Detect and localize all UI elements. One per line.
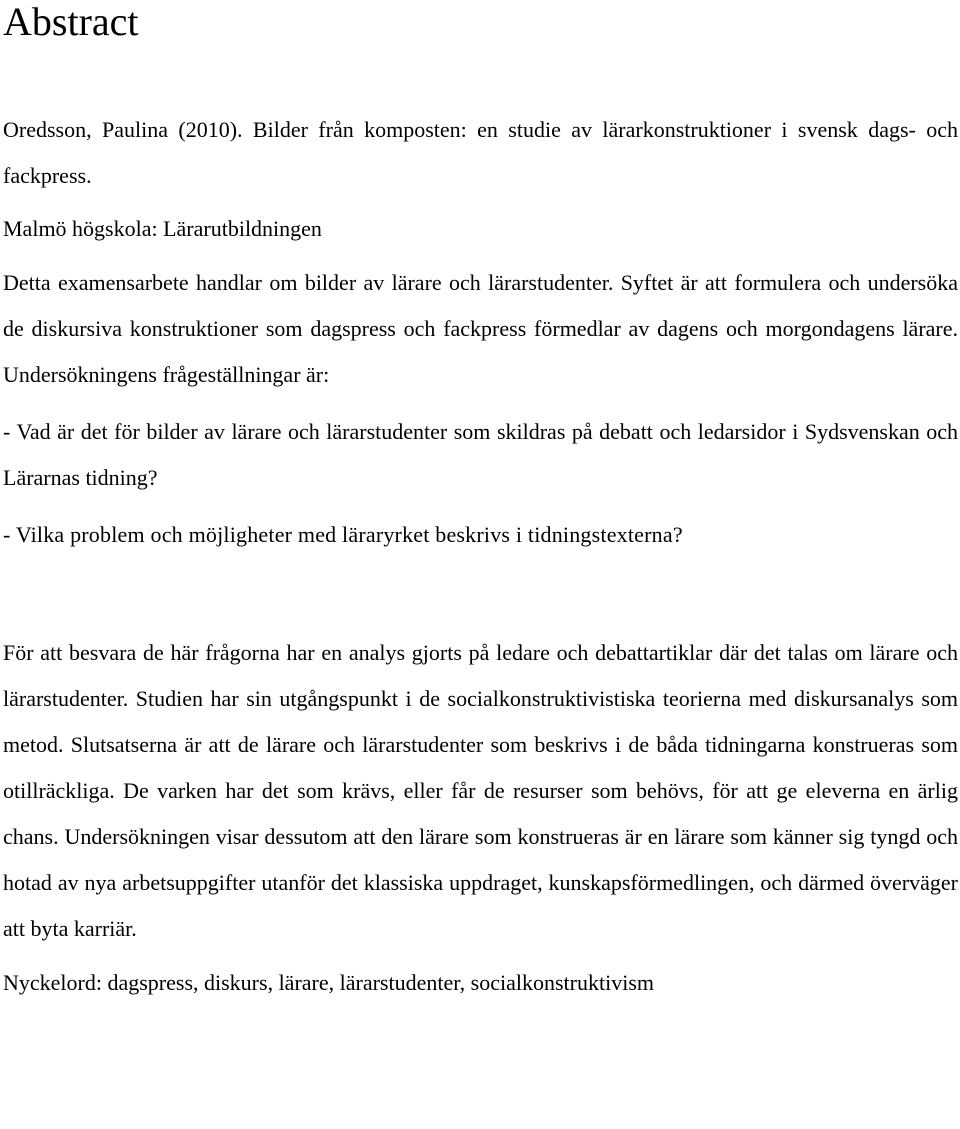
intro-paragraph: Detta examensarbete handlar om bilder av lärare och lärarstudenter. Syftet är att formulera och undersöka de diskursiva konstruktioner som dagspress och fackpress förmedlar av dagens och morgondagens lärare. Undersökningens frågeställningar är: — [3, 270, 958, 387]
research-question-2: - Vilka problem och möjligheter med läraryrket beskrivs i tidningstexterna? — [3, 522, 683, 547]
keywords-line: Nyckelord: dagspress, diskurs, lärare, lärarstudenter, socialkonstruktivism — [3, 970, 655, 995]
citation-paragraph: Oredsson, Paulina (2010). Bilder från komposten: en studie av lärarkonstruktioner i svensk dags- och fackpress. — [3, 117, 958, 188]
page-title: Abstract — [3, 0, 139, 44]
abstract-page — [3, 0, 958, 1006]
research-question-1: - Vad är det för bilder av lärare och lärarstudenter som skildras på debatt och ledarsidor i Sydsvenskan och Lärarnas tidning? — [3, 419, 958, 490]
affiliation-line: Malmö högskola: Lärarutbildningen — [3, 216, 322, 241]
body-paragraph: För att besvara de här frågorna har en analys gjorts på ledare och debattartiklar där det talas om lärare och lärarstudenter. Studien har sin utgångspunkt i de socialkonstruktivistiska teorierna med diskursanalys som metod. Slutsatserna är att de lärare och lärarstudenter som beskrivs i de båda tidningarna konstrueras som otillräckliga. De varken har det som krävs, eller får de resurser som behövs, för att ge eleverna en ärlig chans. Undersökningen visar dessutom att den lärare som konstrueras är en lärare som känner sig tyngd och hotad av nya arbetsuppgifter utanför det klassiska uppdraget, kunskapsförmedlingen, och därmed överväger att byta karriär. — [3, 640, 958, 941]
